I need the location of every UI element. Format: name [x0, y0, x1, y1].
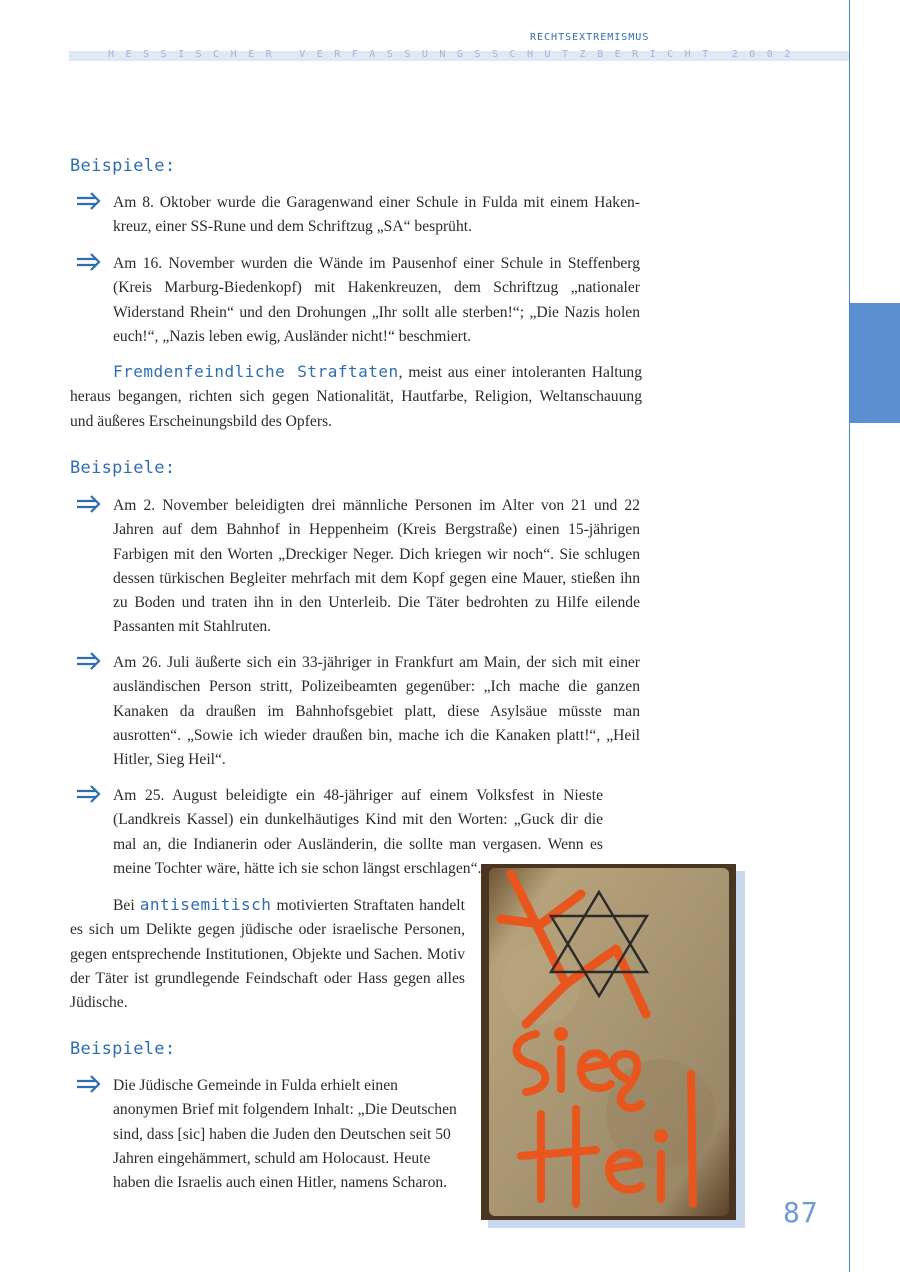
examples-heading-1: Beispiele:: [70, 156, 176, 176]
graffiti-photo: [481, 864, 736, 1220]
arrow-icon: [76, 650, 102, 672]
header-word-1: HESSISCHER: [108, 49, 284, 60]
page-number: 87: [783, 1196, 819, 1229]
header-word-2: VERFASSUNGSSCHUTZBERICHT: [299, 49, 720, 60]
example-text: Am 25. August beleidigte ein 48-jähriger auf einem Volksfest in Nieste (Landkreis Kassel) ein dunkelhäutiges Kind mit den Worten: „Guck dir die mal an, die Indianerin oder Ausländerin, die sollte man vergasen. Wenn es meine Tochter wäre, hätte ich sie schon längst erschlagen“.: [113, 787, 603, 877]
antisemitic-crimes-paragraph: [70, 893, 465, 1015]
examples-heading-3: Beispiele:: [70, 1039, 176, 1059]
example-text: Am 16. November wurden die Wände im Pausenhof einer Schule in Steffenberg (Kreis Marburg-Biedenkopf) mit Hakenkreuzen, dem Schriftzug „nationaler Widerstand Rhein“ und den Drohungen „Ihr sollt alle sterben!“; „Die Nazis holen euch!“, „Nazis leben ewig, Ausländer nicht!“ beschmiert.: [113, 255, 640, 345]
paragraph-text: Bei: [113, 897, 140, 914]
running-header: [108, 49, 802, 60]
example-item-4: [70, 651, 640, 772]
example-text: Die Jüdische Gemeinde in Fulda erhielt einen anonymen Brief mit folgendem Inhalt: „Die Deutschen sind, dass [sic] haben die Juden den Deutschen seit 50 Jahren eingehämmert, schuld am Holocaust. Heute haben die Israelis auch einen Hitler, namens Scharon.: [113, 1077, 457, 1192]
header-word-3: 2002: [731, 49, 802, 60]
xenophobic-crimes-paragraph: [70, 360, 642, 434]
examples-heading-2: Beispiele:: [70, 458, 176, 478]
example-item-1: [70, 191, 640, 240]
term-highlight: antisemitisch: [139, 895, 272, 914]
example-text: Am 2. November beleidigten drei männliche Personen im Alter von 21 und 22 Jahren auf dem Bahnhof in Heppenheim (Kreis Bergstraße) einen 15-jährigen Farbigen mit den Worten „Dreckiger Neger. Dich kriegen wir noch“. Sie schlugen dessen türkischen Begleiter mehrfach mit dem Kopf gegen eine Mauer, stießen ihn zu Boden und traten ihn in den Unterleib. Die Täter bedrohten zu Hilfe eilende Passanten mit Stahlruten.: [113, 497, 640, 636]
example-item-6: [70, 1074, 470, 1195]
example-text: Am 8. Oktober wurde die Garagenwand einer Schule in Fulda mit einem Haken-kreuz, einer SS-Rune und dem Schriftzug „SA“ besprüht.: [113, 194, 640, 236]
term-highlight: Fremdenfeindliche Straftaten: [113, 362, 399, 381]
arrow-icon: [76, 783, 102, 805]
arrow-icon: [76, 190, 102, 212]
paragraph-text: motivierten Straftaten handelt es sich um Delikte gegen jüdische oder israelische Personen, gegen entsprechende Institutionen, Objekte und Sachen. Motiv der Täter ist grundlegende Feindschaft oder Hass gegen alles Jüdische.: [70, 897, 465, 1012]
example-item-3: [70, 494, 640, 640]
example-text: Am 26. Juli äußerte sich ein 33-jähriger in Frankfurt am Main, der sich mit einer ausländischen Person stritt, Polizeibeamten gegenüber: „Ich mache die ganzen Kanaken da draußen im Bahnhofsgebiet platt, diese Asylsäue müsste man ausrotten“. „Sowie ich wieder draußen bin, mache ich die Kanaken platt!“, „Heil Hitler, Sieg Heil“.: [113, 654, 640, 769]
arrow-icon: [76, 1073, 102, 1095]
chapter-tab: [850, 303, 900, 423]
page-border-line: [849, 0, 850, 1272]
arrow-icon: [76, 251, 102, 273]
example-item-2: [70, 252, 640, 349]
paragraph-text: , meist aus einer intoleranten Haltung heraus begangen, richten sich gegen Nationalität, Hautfarbe, Religion, Weltanschauung und äußeres Erscheinungsbild des Opfers.: [70, 364, 642, 430]
section-label: RECHTSEXTREMISMUS: [530, 32, 650, 43]
arrow-icon: [76, 493, 102, 515]
